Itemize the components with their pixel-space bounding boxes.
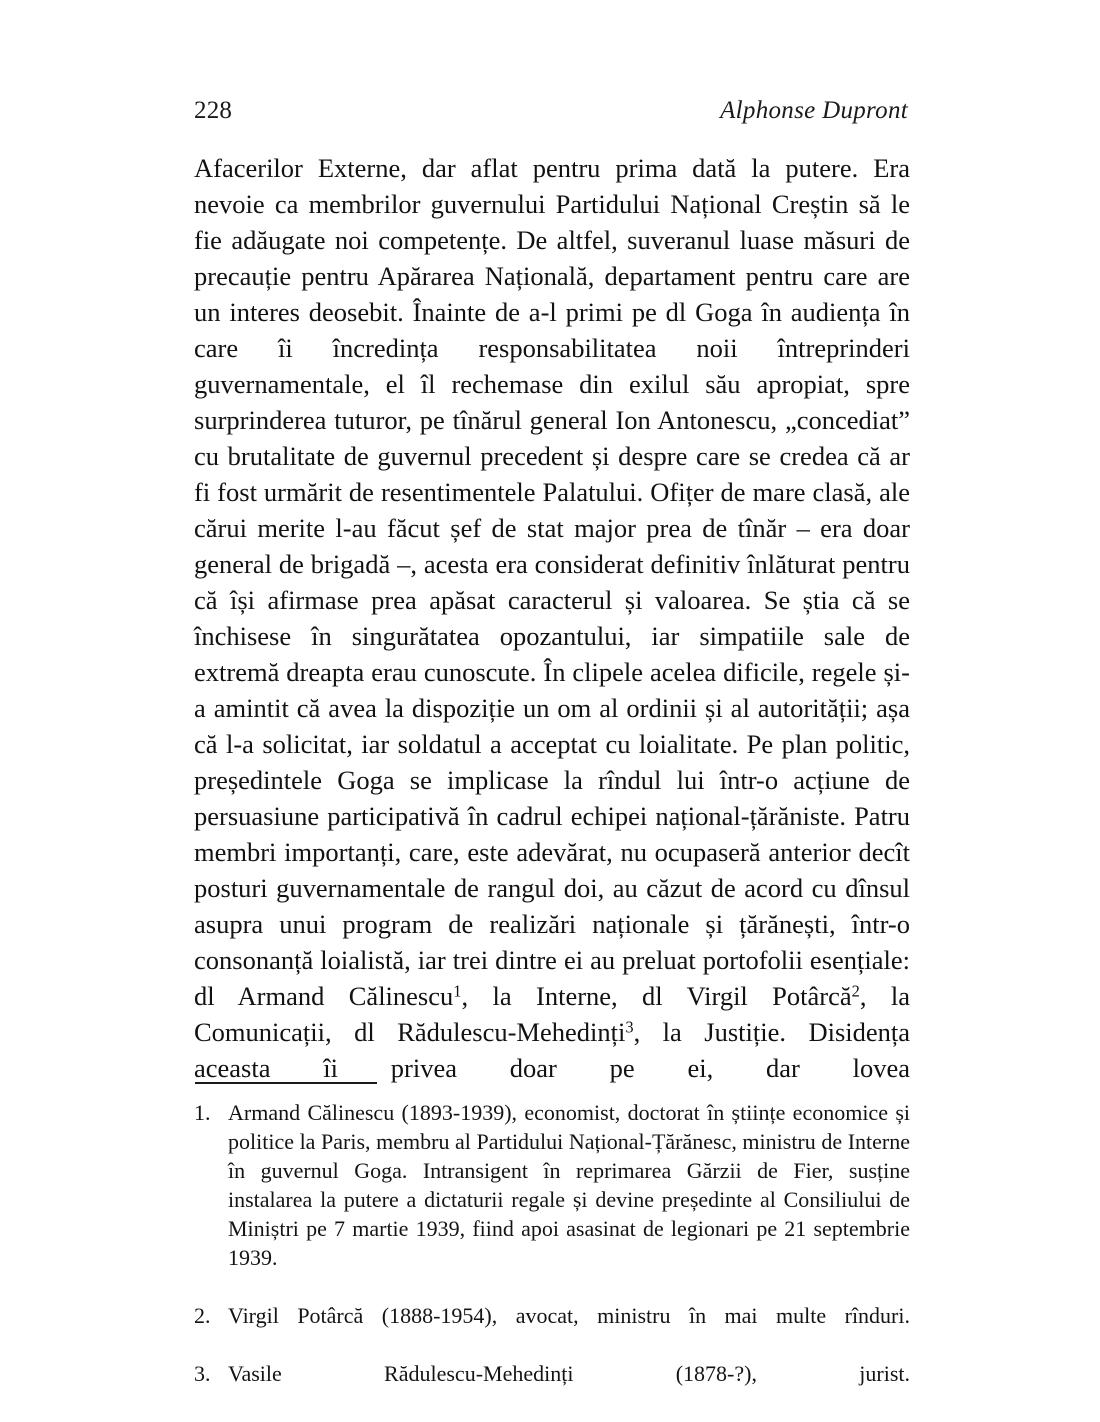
footnote-item xyxy=(194,1359,910,1417)
running-header xyxy=(194,96,908,128)
footnotes-block xyxy=(194,1098,910,1417)
footnote-item xyxy=(194,1098,910,1301)
footnote-ref-3[interactable]: 3 xyxy=(625,1017,634,1037)
footnote-ref-2[interactable]: 2 xyxy=(851,981,860,1001)
body-paragraph xyxy=(194,150,910,1122)
body-paragraph-cont-b: , la Comunicații, dl Rădulescu-Mehedinți xyxy=(194,981,910,1047)
footnote-marker: 2. xyxy=(194,1303,211,1328)
footnote-separator-rule xyxy=(195,1082,377,1084)
body-paragraph-main: Afacerilor Externe, dar aflat pentru prima dată la putere. Era nevoie ca membrilor guvernului Partidului Național Creștin să le fie adăugate noi competențe. De altfel, suveranul luase măsuri de precauție pentru Apărarea Națională, departament pentru care are un interes deosebit. Înainte de a-l primi pe dl Goga în audiența în care îi încredința responsabilitatea noii întreprinderi guvernamentale, el îl rechemase din exilul său apropiat, spre surprinderea tuturor, pe tînărul general Ion Antonescu, „concediat” cu brutalitate de guvernul precedent și despre care se credea că ar fi fost urmărit de resentimentele Palatului. Ofițer de mare clasă, ale cărui merite l-au făcut șef de stat major prea de tînăr – era doar general de brigadă –, acesta era considerat definitiv înlăturat pentru că își afirmase prea apăsat caracterul și valoarea. Se știa că se închisese în singurătatea opozantului, iar simpatiile sale de extremă dreapta erau cunoscute. În clipele acelea dificile, regele și-a amintit că avea la dispoziție un om al ordinii și al autorității; așa că l-a solicitat, iar soldatul a acceptat cu loialitate. Pe plan politic, președintele Goga se implicase la rîndul lui într-o acțiune de persuasiune participativă în cadrul echipei național-țărăniste. Patru membri importanți, care, este adevărat, nu ocupaseră anterior decît posturi guvernamentale de rangul doi, au căzut de acord cu dînsul asupra unui program de realizări naționale și țărănești, într-o consonanță loialistă, iar trei dintre ei au preluat portofolii esențiale: dl Armand Călinescu xyxy=(194,153,910,1011)
footnote-text: Armand Călinescu (1893-1939), economist, doctorat în științe economice și politice la Paris, membru al Partidului Național-Țărănesc, ministru de Interne în guvernul Goga. Intransigent în reprimarea Gărzii de Fier, susține instalarea la putere a dictaturii regale și devine președinte al Consiliului de Miniștri pe 7 martie 1939, fiind apoi asasinat de legionari pe 21 septembrie 1939. xyxy=(228,1100,910,1270)
footnote-marker: 1. xyxy=(194,1100,211,1125)
footnote-marker: 3. xyxy=(194,1361,211,1386)
body-paragraph-cont-a: , la Interne, dl Virgil Potârcă xyxy=(461,981,852,1011)
footnote-text: Vasile Rădulescu-Mehedinți (1878-?), jurist. xyxy=(228,1361,910,1386)
running-header-author: Alphonse Dupront xyxy=(720,97,908,124)
footnote-item xyxy=(194,1301,910,1359)
body-paragraph-cont-c: , la Justiție. Disidența aceasta îi privea doar pe ei, dar lovea xyxy=(194,1017,911,1083)
page-number: 228 xyxy=(194,97,233,124)
body-text-block xyxy=(194,150,910,1122)
footnote-ref-1[interactable]: 1 xyxy=(453,981,462,1001)
footnote-text: Virgil Potârcă (1888-1954), avocat, ministru în mai multe rînduri. xyxy=(228,1303,910,1328)
